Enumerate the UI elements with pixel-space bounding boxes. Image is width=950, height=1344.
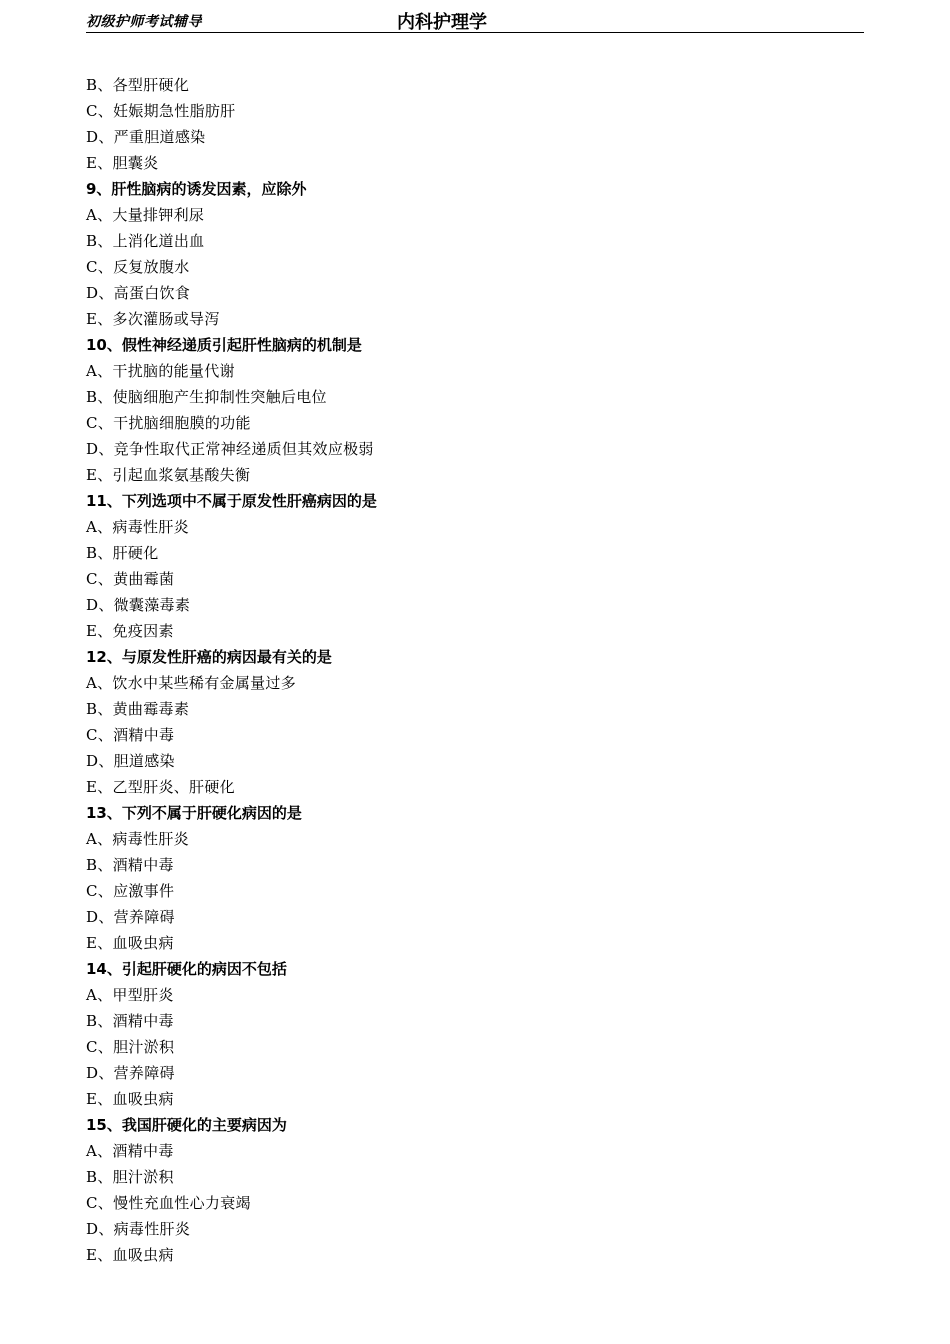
option-item: D、严重胆道感染 <box>86 128 206 146</box>
option-item: C、黄曲霉菌 <box>86 570 175 588</box>
option-item: B、肝硬化 <box>86 544 159 562</box>
question-title: 9、肝性脑病的诱发因素，应除外 <box>86 180 307 198</box>
option-item: D、营养障碍 <box>86 1064 175 1082</box>
option-item: E、血吸虫病 <box>86 1246 174 1264</box>
option-item: D、胆道感染 <box>86 752 175 770</box>
option-item: E、引起血浆氨基酸失衡 <box>86 466 251 484</box>
option-item: D、病毒性肝炎 <box>86 1220 191 1238</box>
option-item: E、胆囊炎 <box>86 154 159 172</box>
option-item: A、病毒性肝炎 <box>86 830 189 848</box>
question-title: 14、引起肝硬化的病因不包括 <box>86 960 287 978</box>
option-item: C、妊娠期急性脂肪肝 <box>86 102 236 120</box>
option-item: C、慢性充血性心力衰竭 <box>86 1194 251 1212</box>
option-item: C、酒精中毒 <box>86 726 175 744</box>
option-item: C、干扰脑细胞膜的功能 <box>86 414 251 432</box>
option-item: E、多次灌肠或导泻 <box>86 310 220 328</box>
option-item: D、营养障碍 <box>86 908 175 926</box>
option-item: A、甲型肝炎 <box>86 986 174 1004</box>
option-item: E、乙型肝炎、肝硬化 <box>86 778 235 796</box>
option-item: B、酒精中毒 <box>86 856 174 874</box>
option-item: D、微囊藻毒素 <box>86 596 191 614</box>
option-item: A、干扰脑的能量代谢 <box>86 362 235 380</box>
option-item: D、高蛋白饮食 <box>86 284 191 302</box>
option-item: A、病毒性肝炎 <box>86 518 189 536</box>
option-item: B、黄曲霉毒素 <box>86 700 190 718</box>
header-subtitle: 初级护师考试辅导 <box>86 14 202 30</box>
option-item: E、血吸虫病 <box>86 1090 174 1108</box>
option-item: B、酒精中毒 <box>86 1012 174 1030</box>
question-title: 10、假性神经递质引起肝性脑病的机制是 <box>86 336 362 354</box>
option-item: A、酒精中毒 <box>86 1142 174 1160</box>
page-header <box>86 8 864 33</box>
question-title: 15、我国肝硬化的主要病因为 <box>86 1116 287 1134</box>
page-title: 内科护理学 <box>397 12 487 33</box>
option-item: C、胆汁淤积 <box>86 1038 175 1056</box>
option-item: E、免疫因素 <box>86 622 174 640</box>
option-item: E、血吸虫病 <box>86 934 174 952</box>
question-title: 12、与原发性肝癌的病因最有关的是 <box>86 648 332 666</box>
option-item: B、胆汁淤积 <box>86 1168 174 1186</box>
option-item: B、使脑细胞产生抑制性突触后电位 <box>86 388 327 406</box>
option-item: C、应激事件 <box>86 882 175 900</box>
option-item: B、各型肝硬化 <box>86 76 190 94</box>
option-item: D、竞争性取代正常神经递质但其效应极弱 <box>86 440 374 458</box>
question-title: 11、下列选项中不属于原发性肝癌病因的是 <box>86 492 377 510</box>
option-item: A、饮水中某些稀有金属量过多 <box>86 674 297 692</box>
question-list <box>86 72 864 1268</box>
option-item: C、反复放腹水 <box>86 258 190 276</box>
option-item: A、大量排钾利尿 <box>86 206 205 224</box>
option-item: B、上消化道出血 <box>86 232 205 250</box>
question-title: 13、下列不属于肝硬化病因的是 <box>86 804 302 822</box>
